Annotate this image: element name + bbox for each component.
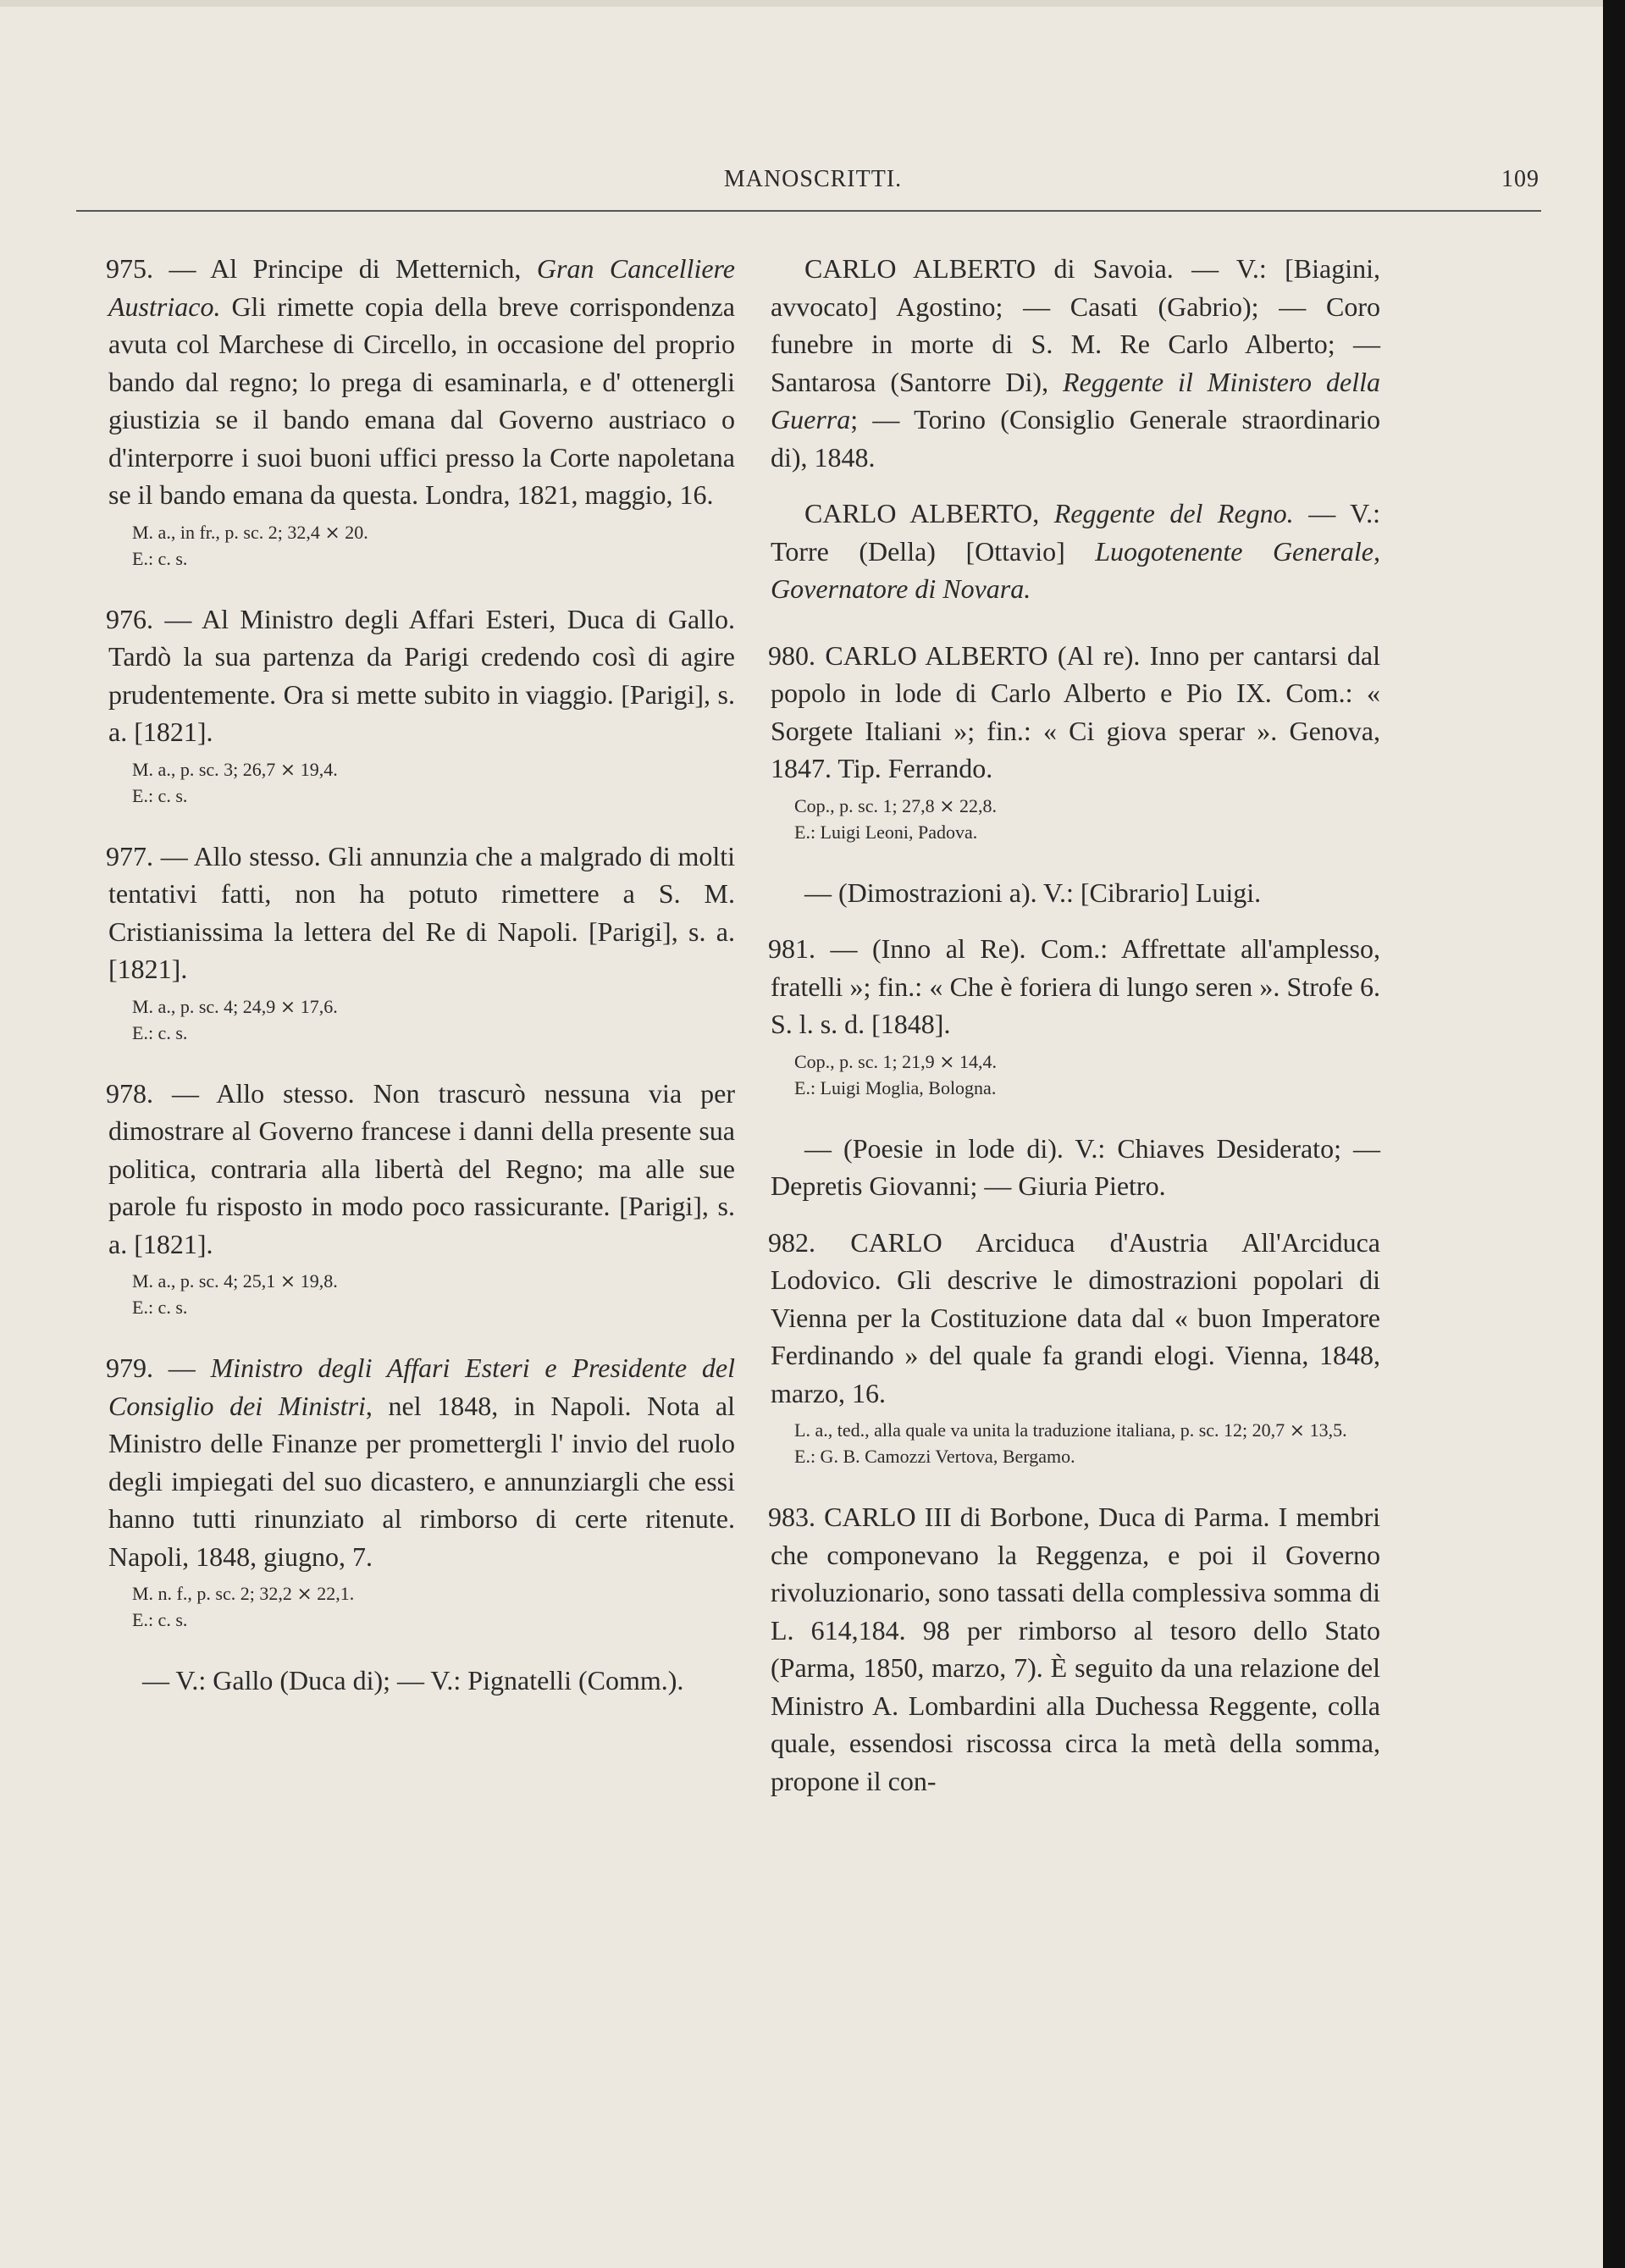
entry-summary: — Allo stesso. Gli annunzia che a malgrado di molti tentativi fatti, non ha potuto rimettere a S. M. Cristianissima la lettera del Re di Napoli. [Parigi], s. a. [1821]. [108,840,735,984]
cross-reference-dimostrazioni: — (Dimostrazioni a). V.: [Cibrario] Luigi. [804,877,1262,908]
entry-summary: — (Inno al Re). Com.: Affrettate all'amplesso, fratelli »; fin.: « Che è foriera di lungo seren ». Strofe 6. S. l. s. d. [1848]. [771,933,1380,1039]
entry-meta [132,1580,735,1633]
page-top-edge [0,0,1625,7]
entry-number: 981. [768,933,815,964]
meta-physical: M. a., p. sc. 3; 26,7 ⨯ 19,4. [132,758,338,780]
entry-summary: CARLO Arciduca d'Austria All'Arciduca Lodovico. Gli descrive le dimostrazioni popolari di Vienna per la Costituzione data dal « buon Imperatore Ferdinando » del quale fa grandi elogi. Vienna, 1848, marzo, 16. [771,1226,1380,1408]
cross-reference: — V.: Gallo (Duca di); — V.: Pignatelli (Comm.). [142,1665,684,1695]
entry-meta [794,793,1380,845]
xref-title: Reggente il Ministero della Guerra [771,366,1380,434]
entry-number: 976. [106,603,153,634]
entry-meta [794,1048,1380,1101]
entry-summary: , nel 1848, in Napoli. Nota al Ministro delle Finanze per promettergli l' invio del ruolo degli impiegati del suo dicastero, e annunziargli che essi hanno tutti rinunziato al rimborso di certe ritenute. Napoli, 1848, giugno, 7. [108,1390,735,1572]
meta-physical: M. a., p. sc. 4; 24,9 ⨯ 17,6. [132,995,338,1017]
entry-977 [108,838,735,1046]
entry-text [108,838,735,988]
meta-owner: E.: c. s. [132,1021,188,1043]
page-number: 109 [1501,166,1539,192]
meta-owner: E.: c. s. [132,547,188,569]
entry-text [108,600,735,751]
entry-meta [132,519,735,572]
entry-title: Ministro degli Affari Esteri e Presidente del Consiglio dei Ministri [108,1353,736,1421]
xref-title: Reggente del Regno. [1053,498,1294,528]
meta-physical: M. a., in fr., p. sc. 2; 32,4 ⨯ 20. [132,521,368,543]
xref-text: CARLO ALBERTO di Savoia. — V.: [Biagini, avvocato] Agostino; — Casati (Gabrio); — Coro funebre in morte di S. M. Re Carlo Alberto; — Santarosa (Santorre Di), [771,253,1380,397]
cross-reference-reggente [771,495,1380,608]
xref-text-end: ; — Torino (Consiglio Generale straordinario di), 1848. [771,404,1380,473]
entry-summary: Gli rimette copia della breve corrispondenza avuta col Marchese di Circello, in occasione del proprio bando dal regno; lo prega di esaminarla, e d' ottenergli giustizia se il bando emana dal Governo austriaco o d'interporre i suoi buoni uffici presso la Corte napoletana se il bando emana da questa. Londra, 1821, maggio, 16. [108,290,735,510]
entry-meta [132,993,735,1046]
entry-978 [108,1075,735,1321]
entry-number: 979. [106,1353,153,1383]
cross-reference-carlo-alberto [771,250,1380,476]
running-header [76,166,1550,200]
entry-summary: — Allo stesso. Non trascurò nessuna via per dimostrare al Governo francese i danni della presente sua politica, contraria alla libertà del Regno; ma alle sue parole fu risposto in modo poco rassicurante. [Parigi], s. a. [1821]. [108,1077,735,1259]
meta-physical: L. a., ted., alla quale va unita la traduzione italiana, p. sc. 12; 20,7 ⨯ 13,5. [794,1419,1347,1441]
entry-text [108,1075,735,1264]
meta-physical: Cop., p. sc. 1; 21,9 ⨯ 14,4. [794,1050,998,1072]
meta-owner: E.: c. s. [132,1609,188,1630]
entry-975 [108,250,735,572]
entry-recipient: — Al Principe di Metternich, [153,253,537,284]
entry-number: 983. [768,1502,815,1532]
meta-physical: Cop., p. sc. 1; 27,8 ⨯ 22,8. [794,794,998,816]
xref-text: — V.: Torre (Della) [Ottavio] [771,498,1381,567]
entry-number: 982. [768,1226,815,1258]
entry-summary: — Al Ministro degli Affari Esteri, Duca di Gallo. Tardò la sua partenza da Parigi credendo così di agire prudentemente. Ora si mette subito in viaggio. [Parigi], s. a. [1821]. [108,603,735,747]
entry-text [768,637,1380,788]
entry-dash: — [153,1353,211,1383]
entry-meta [794,1417,1380,1469]
entry-976 [108,600,735,809]
left-column [108,250,735,1700]
entry-number: 980. [768,639,815,671]
entry-meta [132,756,735,809]
entry-text [768,1498,1380,1800]
entry-980 [768,637,1380,845]
entry-title: Gran Cancelliere Austriaco. [108,253,736,322]
header-rule [76,210,1541,212]
entry-981 [768,930,1380,1101]
entry-983 [768,1498,1380,1800]
entry-meta [132,1268,735,1320]
entry-summary: CARLO ALBERTO (Al re). Inno per cantarsi dal popolo in lode di Carlo Alberto e Pio IX. Com.: « Sorgete Italiani »; fin.: « Ci giova sperar ». Genova, 1847. Tip. Ferrando. [771,639,1380,783]
entry-979 [108,1349,735,1633]
entry-text [768,1224,1380,1413]
meta-owner: E.: Luigi Leoni, Padova. [794,821,978,843]
entry-number: 975. [106,253,153,284]
meta-owner: E.: c. s. [132,1297,188,1318]
xref-heading: CARLO ALBERTO, [804,498,1054,528]
running-title: MANOSCRITTI. [723,166,903,192]
meta-physical: M. a., p. sc. 4; 25,1 ⨯ 19,8. [132,1270,338,1292]
entry-982 [768,1224,1380,1470]
xref-title-2: Luogotenente Generale, Governatore di Novara. [771,535,1381,604]
meta-owner: E.: Luigi Moglia, Bologna. [794,1076,997,1098]
meta-physical: M. n. f., p. sc. 2; 32,2 ⨯ 22,1. [132,1583,355,1604]
entry-number: 978. [106,1077,153,1109]
scan-dark-edge [1603,0,1625,2268]
entry-number: 977. [106,840,153,871]
right-column [768,250,1381,1800]
entry-text [108,250,735,514]
entry-text [108,1349,735,1575]
entry-summary: CARLO III di Borbone, Duca di Parma. I membri che componevano la Reggenza, e poi il Governo rivoluzionario, sono tassati della complessiva somma di L. 614,184. 98 per rimborso al tesoro dello Stato (Parma, 1850, marzo, 7). È seguito da una relazione del Ministro A. Lombardini alla Duchessa Reggente, colla quale, essendosi riscossa circa la metà della somma, propone il con- [771,1502,1380,1796]
cross-reference-poesie: — (Poesie in lode di). V.: Chiaves Desiderato; — Depretis Giovanni; — Giuria Pietro. [771,1132,1380,1201]
meta-owner: E.: c. s. [132,784,188,806]
entry-text [768,930,1380,1043]
meta-owner: E.: G. B. Camozzi Vertova, Bergamo. [794,1446,1075,1467]
